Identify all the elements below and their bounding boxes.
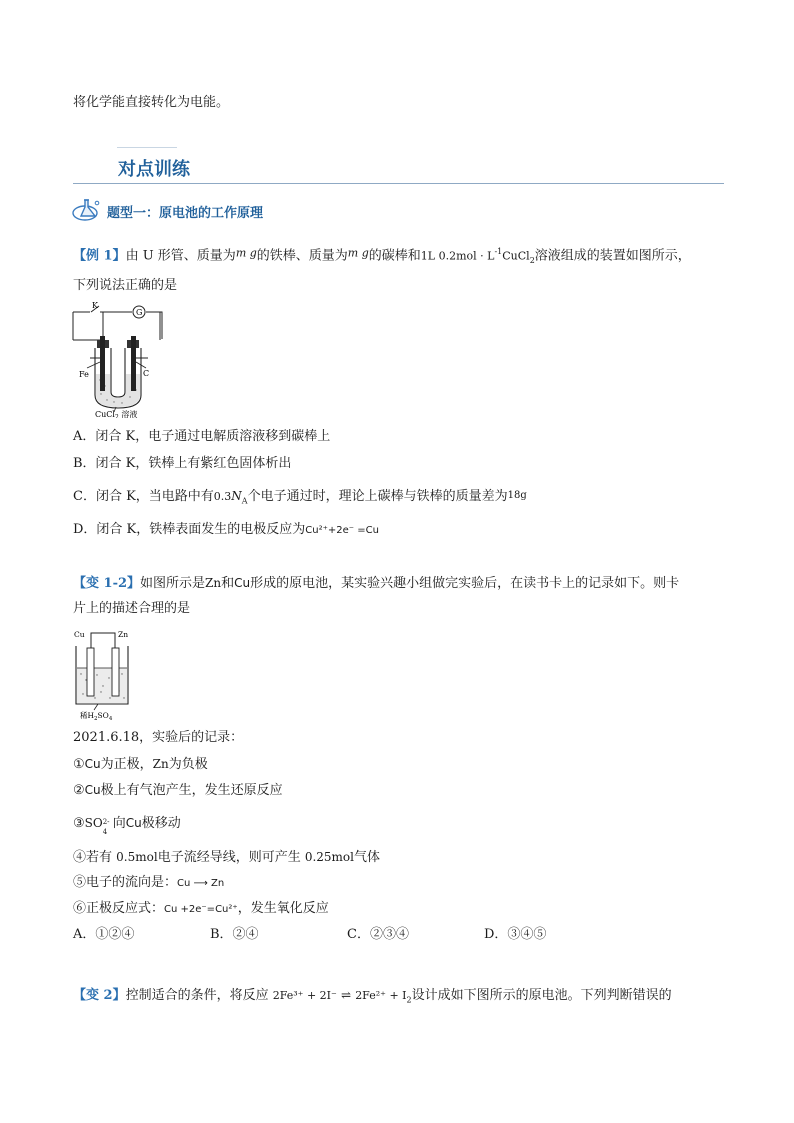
variation-1-2-stem: 【变 1-2】如图所示是Zn和Cu形成的原电池，某实验兴趣小组做完实验后，在读书卡上的记录如下。则卡: [73, 576, 680, 591]
choice-d: D．③④⑤: [484, 927, 547, 942]
choice-c: C．②③④: [347, 927, 409, 942]
record-item-5: ⑤电子的流向是：Cu ⟶ Zn: [73, 875, 225, 890]
beaker-cell-figure: [70, 628, 140, 720]
section-accent-line: [117, 147, 177, 148]
galvanometer-label: G: [136, 308, 143, 317]
example-1-option-c: C．闭合 K，当电路中有$0.3N_A$个电子通过时，理论上碳棒与铁棒的质量差为18g: [73, 489, 527, 506]
section-divider: [73, 183, 724, 184]
record-item-3: ③SO 2- 4 向Cu极移动: [73, 816, 181, 836]
example-1-stem: 【例 1】由 U 形管、质量为$^{m g}$的铁棒、质量为$^{m g}$的碳棒和1L $0.2mol \cdot L^{-1}CuCl_2$溶液组成的装置如图所示，: [73, 246, 691, 265]
zn-electrode-label: Zn: [118, 630, 129, 639]
u-tube-apparatus-figure: [70, 300, 175, 418]
section-title: 对点训练: [118, 159, 190, 180]
example-1-tag: 【例 1】: [73, 248, 126, 264]
example-1-option-b: B．闭合 K，铁棒上有紫红色固体析出: [73, 456, 292, 471]
record-date: 2021.6.18，实验后的记录：: [73, 730, 244, 745]
fe-electrode-label: Fe: [79, 370, 89, 379]
choice-a: A．①②④: [73, 927, 135, 942]
variation-1-2-tag: 【变 1-2】: [73, 576, 141, 591]
record-item-6: ⑥正极反应式：Cu +2e⁻=Cu²⁺，发生氧化反应: [73, 901, 329, 916]
example-1-option-d: D．闭合 K，铁棒表面发生的电极反应为Cu²⁺+2e⁻ =Cu: [73, 522, 379, 537]
variation-2-stem: 【变 2】控制适合的条件，将反应 2Fe³⁺ + 2I⁻ ⇌ $2Fe^{2+} + I_2$设计成如下图所示的原电池。下列判断错误的: [73, 988, 672, 1005]
record-item-2: ②Cu极上有气泡产生，发生还原反应: [73, 783, 283, 798]
record-item-1: ①Cu为正极，Zn为负极: [73, 757, 208, 772]
record-item-4: ④若有 0.5mol电子流经导线，则可产生 0.25mol气体: [73, 850, 381, 865]
example-1-stem-line2: 下列说法正确的是: [73, 278, 178, 293]
example-1-option-a: A．闭合 K，电子通过电解质溶液移到碳棒上: [73, 429, 331, 444]
cucl2-solution-label: CuCl$_2$ 溶液: [95, 410, 138, 418]
cu-electrode-label: Cu: [74, 630, 85, 639]
switch-k-label: K: [92, 301, 98, 310]
choice-b: B．②④: [210, 927, 259, 942]
intro-tail-text: 将化学能直接转化为电能。: [73, 95, 230, 110]
c-electrode-label: C: [143, 369, 150, 378]
topic-title: 题型一：原电池的工作原理: [107, 206, 264, 221]
flask-icon: [72, 197, 102, 223]
variation-1-2-stem-line2: 片上的描述合理的是: [73, 601, 191, 616]
dilute-h2so4-label: 稀$H_2SO_4$: [80, 711, 113, 720]
variation-2-tag: 【变 2】: [73, 988, 126, 1003]
